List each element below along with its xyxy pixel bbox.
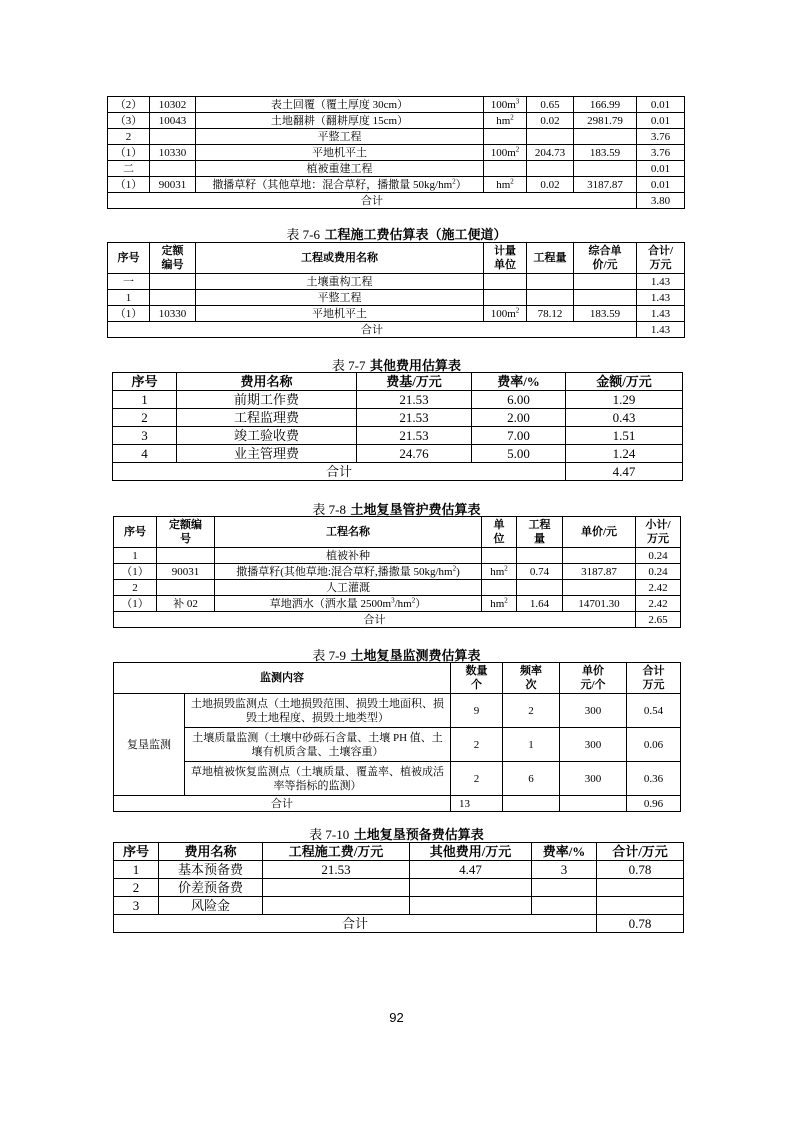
cell-base: 24.76	[357, 445, 472, 463]
cell-base: 21.53	[357, 427, 472, 445]
col-name: 工程名称	[215, 517, 482, 548]
cell-qty	[527, 274, 574, 290]
col-price: 单价/元	[563, 517, 636, 548]
cell-name: 前期工作费	[177, 391, 357, 409]
col-unit: 单 位	[482, 517, 517, 548]
cell-unit	[482, 580, 517, 596]
cell-qty: 78.12	[527, 306, 574, 322]
cell-no: （1）	[114, 596, 157, 612]
cell-qty	[527, 161, 574, 177]
cell-no: （1）	[114, 564, 157, 580]
table-row	[114, 897, 684, 915]
table-row	[114, 596, 681, 612]
cell-qty: 2	[451, 728, 503, 762]
col-name: 费用名称	[159, 843, 263, 861]
table-row	[114, 728, 681, 762]
cell-freq: 1	[503, 728, 560, 762]
cell-price: 3187.87	[574, 177, 637, 193]
cell-other	[410, 897, 532, 915]
col-eng: 工程施工费/万元	[263, 843, 410, 861]
cell-amount: 1.51	[566, 427, 683, 445]
table-row	[108, 306, 685, 322]
cell-rate: 6.00	[472, 391, 566, 409]
cell-no: （1）	[108, 145, 150, 161]
table-header-row	[113, 373, 683, 391]
total-empty	[560, 796, 627, 812]
cell-price: 183.59	[574, 306, 637, 322]
cell-price	[563, 580, 636, 596]
table-header-row	[114, 843, 684, 861]
total-label: 合计	[114, 915, 597, 933]
col-total: 合计/ 万元	[637, 243, 685, 274]
cell-name: 表土回覆（覆土厚度 30cm）	[196, 97, 484, 113]
table-row	[114, 694, 681, 728]
col-no: 序号	[113, 373, 177, 391]
table-7-8	[113, 516, 681, 628]
total-row	[114, 915, 684, 933]
cell-unit: $100m^3$	[484, 97, 527, 113]
total-row	[113, 463, 683, 481]
total-label: 合计	[108, 193, 637, 209]
cell-name: 撒播草籽(其他草地:混合草籽,播撒量 $50kg/hm^2$)	[215, 564, 482, 580]
table-7-5-continued	[107, 96, 685, 209]
col-base: 费基/万元	[357, 373, 472, 391]
table-7-10	[113, 842, 684, 933]
cell-qty	[527, 129, 574, 145]
cell-unit: $hm^2$	[484, 113, 527, 129]
cell-no: 1	[113, 391, 177, 409]
cell-no: 1	[114, 861, 159, 879]
col-price: 综合单 价/元	[574, 243, 637, 274]
cell-no: 2	[108, 129, 150, 145]
cell-total: 0.24	[636, 548, 681, 564]
cell-name: 平地机平土	[196, 306, 484, 322]
cell-no: 4	[113, 445, 177, 463]
cell-code: 90031	[150, 177, 196, 193]
col-total: 合计/万元	[597, 843, 684, 861]
cell-code: 90031	[157, 564, 215, 580]
table-number: 表 7-9	[312, 648, 347, 663]
cell-name: 风险金	[159, 897, 263, 915]
cell-amount: 1.24	[566, 445, 683, 463]
table-row	[113, 427, 683, 445]
group-label: 复垦监测	[114, 694, 185, 796]
cell-item: 土地损毁监测点（土地损毁范围、损毁土地面积、损毁土地程度、损毁土地类型）	[185, 694, 451, 728]
table-7-6	[107, 242, 685, 338]
col-no: 序号	[114, 843, 159, 861]
col-no: 序号	[114, 517, 157, 548]
table-row	[108, 290, 685, 306]
cell-no: 2	[114, 580, 157, 596]
col-amount: 金额/万元	[566, 373, 683, 391]
cell-unit	[484, 161, 527, 177]
cell-price: 14701.30	[563, 596, 636, 612]
total-label: 合计	[108, 322, 637, 338]
table-row	[108, 129, 685, 145]
cell-unit	[484, 274, 527, 290]
cell-price: 300	[560, 762, 627, 796]
cell-name: 草地洒水（洒水量 $2500m^3/hm^2$）	[215, 596, 482, 612]
cell-unit: $100m^2$	[484, 145, 527, 161]
total-value: 2.65	[636, 612, 681, 628]
col-name: 费用名称	[177, 373, 357, 391]
col-other: 其他费用/万元	[410, 843, 532, 861]
cell-qty: 204.73	[527, 145, 574, 161]
cell-total: 3.76	[637, 145, 685, 161]
cell-code: 10330	[150, 306, 196, 322]
table-row	[113, 391, 683, 409]
cell-total: 0.01	[637, 161, 685, 177]
cell-code: 补 02	[157, 596, 215, 612]
cell-name: 植被重建工程	[196, 161, 484, 177]
cell-no: 2	[113, 409, 177, 427]
cell-no: 一	[108, 274, 150, 290]
col-unit: 计量 单位	[484, 243, 527, 274]
table-row	[108, 161, 685, 177]
cell-freq: 6	[503, 762, 560, 796]
table-row	[108, 145, 685, 161]
cell-rate: 7.00	[472, 427, 566, 445]
cell-total: 0.54	[627, 694, 681, 728]
cell-eng	[263, 897, 410, 915]
cell-code: 10330	[150, 145, 196, 161]
cell-code	[150, 274, 196, 290]
cell-total: 2.42	[636, 596, 681, 612]
cell-total: 1.43	[637, 274, 685, 290]
cell-eng: 21.53	[263, 861, 410, 879]
cell-price: 166.99	[574, 97, 637, 113]
total-row	[114, 796, 681, 812]
cell-total: 0.01	[637, 97, 685, 113]
cell-price	[574, 290, 637, 306]
cell-item: 草地植被恢复监测点（土壤质量、覆盖率、植被成活率等指标的监测）	[185, 762, 451, 796]
cell-qty: 2	[451, 762, 503, 796]
table-number: 表 7-8	[312, 502, 347, 517]
total-row	[114, 612, 681, 628]
cell-rate	[532, 879, 597, 897]
cell-code	[150, 129, 196, 145]
cell-total: 1.43	[637, 306, 685, 322]
cell-total: 0.06	[627, 728, 681, 762]
cell-name: 工程监理费	[177, 409, 357, 427]
col-name: 工程或费用名称	[196, 243, 484, 274]
table-row	[114, 861, 684, 879]
cell-price	[574, 274, 637, 290]
cell-total: 2.42	[636, 580, 681, 596]
cell-rate: 2.00	[472, 409, 566, 427]
table-number: 表 7-7	[331, 358, 366, 373]
table-7-7	[112, 372, 683, 481]
cell-total: 0.36	[627, 762, 681, 796]
col-price: 单价 元/个	[560, 663, 627, 694]
table-7-9	[113, 662, 681, 812]
col-rate: 费率/%	[472, 373, 566, 391]
cell-total: 0.01	[637, 177, 685, 193]
cell-eng	[263, 879, 410, 897]
total-value: 1.43	[637, 322, 685, 338]
cell-price	[574, 129, 637, 145]
cell-qty: 1.64	[517, 596, 563, 612]
col-qty: 工程 量	[517, 517, 563, 548]
cell-base: 21.53	[357, 391, 472, 409]
total-value: 0.78	[597, 915, 684, 933]
total-value: 4.47	[566, 463, 683, 481]
cell-amount: 0.43	[566, 409, 683, 427]
cell-price: 300	[560, 728, 627, 762]
cell-no: （1）	[108, 177, 150, 193]
cell-rate: 3	[532, 861, 597, 879]
table-7-10-title	[0, 824, 793, 843]
total-row	[108, 193, 685, 209]
cell-qty: 0.65	[527, 97, 574, 113]
table-title: 土地复垦预备费估算表	[353, 828, 484, 843]
table-row	[113, 409, 683, 427]
cell-unit	[482, 548, 517, 564]
table-row	[114, 879, 684, 897]
table-number: 表 7-10	[309, 827, 350, 842]
col-total: 小计/ 万元	[636, 517, 681, 548]
cell-no: 3	[113, 427, 177, 445]
cell-price: 183.59	[574, 145, 637, 161]
cell-qty: 0.74	[517, 564, 563, 580]
table-row	[113, 445, 683, 463]
cell-base: 21.53	[357, 409, 472, 427]
cell-name: 土壤重构工程	[196, 274, 484, 290]
cell-no: 2	[114, 879, 159, 897]
cell-amount: 1.29	[566, 391, 683, 409]
total-row	[108, 322, 685, 338]
cell-total: 0.24	[636, 564, 681, 580]
cell-name: 撒播草籽（其他草地：混合草籽，播撒量 $50kg/hm^2$）	[196, 177, 484, 193]
cell-unit	[484, 129, 527, 145]
col-qty: 数量 个	[451, 663, 503, 694]
cell-name: 平整工程	[196, 129, 484, 145]
cell-other	[410, 879, 532, 897]
table-title: 工程施工费估算表（施工便道）	[324, 228, 507, 243]
col-freq: 频率 次	[503, 663, 560, 694]
cell-no: 二	[108, 161, 150, 177]
table-header-row	[108, 243, 685, 274]
cell-unit: $100m^2$	[484, 306, 527, 322]
col-qty: 工程量	[527, 243, 574, 274]
cell-name: 植被补种	[215, 548, 482, 564]
total-value: 3.80	[637, 193, 685, 209]
cell-code: 10302	[150, 97, 196, 113]
cell-total: 0.78	[597, 861, 684, 879]
cell-total	[597, 897, 684, 915]
table-title: 其他费用估算表	[370, 359, 462, 374]
col-total: 合计 万元	[627, 663, 681, 694]
table-row	[114, 762, 681, 796]
table-7-6-title	[0, 224, 793, 243]
cell-no: 1	[114, 548, 157, 564]
cell-qty: 9	[451, 694, 503, 728]
cell-no: （1）	[108, 306, 150, 322]
cell-price: 2981.79	[574, 113, 637, 129]
cell-total: 0.01	[637, 113, 685, 129]
cell-qty	[517, 548, 563, 564]
cell-no: 3	[114, 897, 159, 915]
cell-qty	[527, 290, 574, 306]
cell-code	[157, 580, 215, 596]
col-rate: 费率/%	[532, 843, 597, 861]
cell-freq: 2	[503, 694, 560, 728]
cell-no: （2）	[108, 97, 150, 113]
cell-name: 竣工验收费	[177, 427, 357, 445]
col-code: 定额 编号	[150, 243, 196, 274]
cell-name: 业主管理费	[177, 445, 357, 463]
table-title: 土地复垦管护费估算表	[350, 503, 481, 518]
cell-name: 平整工程	[196, 290, 484, 306]
col-no: 序号	[108, 243, 150, 274]
cell-code: 10043	[150, 113, 196, 129]
cell-name: 人工灌溉	[215, 580, 482, 596]
total-value: 0.96	[627, 796, 681, 812]
cell-total: 1.43	[637, 290, 685, 306]
cell-name: 基本预备费	[159, 861, 263, 879]
table-row	[114, 580, 681, 596]
total-label: 合计	[114, 796, 451, 812]
cell-name: 价差预备费	[159, 879, 263, 897]
table-row	[108, 177, 685, 193]
table-row	[108, 113, 685, 129]
total-label: 合计	[114, 612, 636, 628]
cell-price: 300	[560, 694, 627, 728]
table-title: 土地复垦监测费估算表	[350, 649, 481, 664]
total-qty: 13	[451, 796, 503, 812]
table-header-row	[114, 663, 681, 694]
cell-item: 土壤质量监测（土壤中砂砾石含量、土壤 PH 值、土壤有机质含量、土壤容重）	[185, 728, 451, 762]
cell-code	[150, 161, 196, 177]
cell-price	[563, 548, 636, 564]
cell-name: 土地翻耕（翻耕厚度 15cm）	[196, 113, 484, 129]
cell-name: 平地机平土	[196, 145, 484, 161]
cell-other: 4.47	[410, 861, 532, 879]
cell-unit: $hm^2$	[484, 177, 527, 193]
cell-price	[574, 161, 637, 177]
cell-unit: $hm^2$	[482, 596, 517, 612]
cell-no: 1	[108, 290, 150, 306]
table-number: 表 7-6	[286, 227, 321, 242]
cell-total: 3.76	[637, 129, 685, 145]
cell-qty: 0.02	[527, 177, 574, 193]
cell-rate	[532, 897, 597, 915]
table-header-row	[114, 517, 681, 548]
cell-qty: 0.02	[527, 113, 574, 129]
col-content: 监测内容	[114, 663, 451, 694]
cell-total	[597, 879, 684, 897]
table-row	[114, 548, 681, 564]
table-row	[108, 274, 685, 290]
total-label: 合计	[113, 463, 566, 481]
col-code: 定额编 号	[157, 517, 215, 548]
table-row	[114, 564, 681, 580]
cell-unit	[484, 290, 527, 306]
cell-qty	[517, 580, 563, 596]
cell-code	[157, 548, 215, 564]
cell-price: 3187.87	[563, 564, 636, 580]
cell-rate: 5.00	[472, 445, 566, 463]
cell-no: （3）	[108, 113, 150, 129]
page-number: 92	[389, 1010, 404, 1025]
total-empty	[503, 796, 560, 812]
cell-code	[150, 290, 196, 306]
cell-unit: $hm^2$	[482, 564, 517, 580]
table-row	[108, 97, 685, 113]
